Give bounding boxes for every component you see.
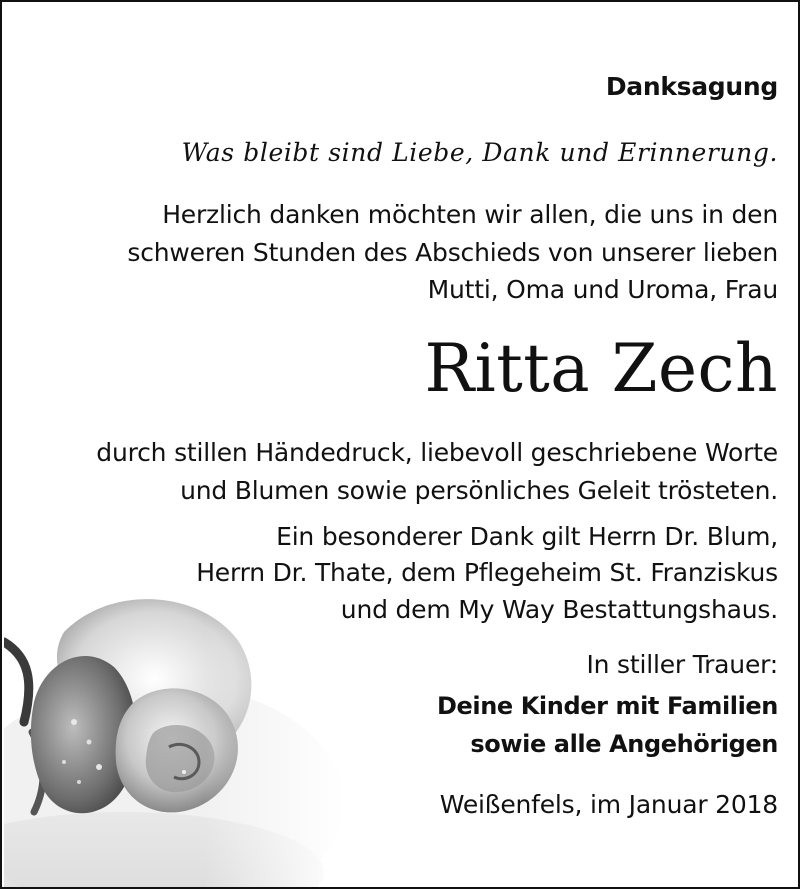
intro-line: Mutti, Oma und Uroma, Frau <box>427 275 778 304</box>
intro-line: schweren Stunden des Abschieds von unserer lieben <box>127 238 778 267</box>
place-date: Weißenfels, im Januar 2018 <box>439 790 778 819</box>
rose-icon <box>4 572 344 889</box>
thanks-line: durch stillen Händedruck, liebevoll geschriebene Worte <box>96 438 778 467</box>
thanks-line: und Blumen sowie persönliches Geleit trösteten. <box>180 476 778 505</box>
mourner-line: Deine Kinder mit Familien <box>436 692 778 720</box>
notice-heading: Danksagung <box>605 72 778 101</box>
mourner-line: sowie alle Angehörigen <box>470 730 778 758</box>
intro-line: Herzlich danken möchten wir allen, die uns in den <box>162 200 778 229</box>
notice-motto: Was bleibt sind Liebe, Dank und Erinnerung. <box>181 138 778 167</box>
special-thanks-line: Herrn Dr. Thate, dem Pflegeheim St. Franziskus <box>196 558 778 587</box>
mourning-label: In stiller Trauer: <box>586 650 778 679</box>
special-thanks-line: Ein besonderer Dank gilt Herrn Dr. Blum, <box>276 522 778 551</box>
special-thanks-line: und dem My Way Bestattungshaus. <box>340 595 778 624</box>
deceased-name: Ritta Zech <box>424 330 778 407</box>
